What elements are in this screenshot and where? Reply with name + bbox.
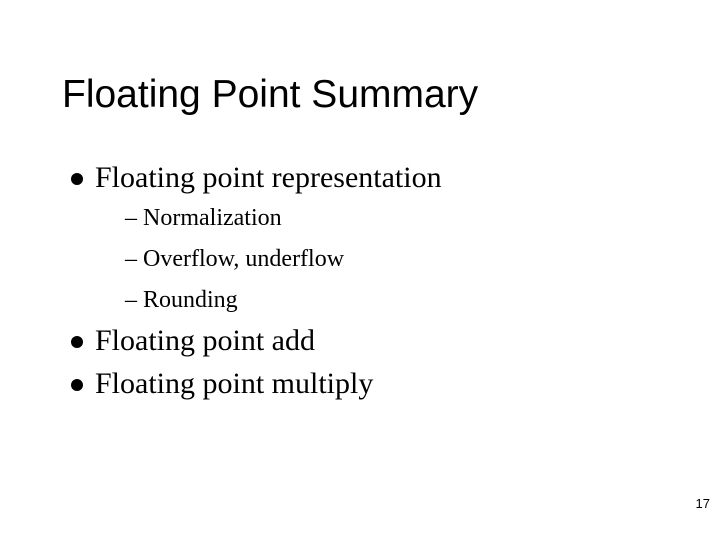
bullet-dot-icon	[71, 379, 83, 391]
bullet-floating-point-multiply	[71, 366, 431, 402]
bullet-dot-icon	[71, 336, 83, 348]
bullet-text: Floating point multiply	[95, 367, 374, 400]
bullet-floating-point-representation	[71, 160, 491, 196]
page-number: 17	[695, 496, 710, 511]
subitem-rounding: – Rounding	[125, 287, 238, 313]
bullet-dot-icon	[71, 173, 83, 185]
slide-title: Floating Point Summary	[62, 73, 479, 116]
bullet-text: Floating point representation	[95, 161, 442, 194]
subitem-normalization: – Normalization	[125, 205, 282, 231]
bullet-text: Floating point add	[95, 324, 315, 357]
bullet-floating-point-add	[71, 323, 391, 359]
subitem-overflow-underflow: – Overflow, underflow	[125, 246, 345, 272]
